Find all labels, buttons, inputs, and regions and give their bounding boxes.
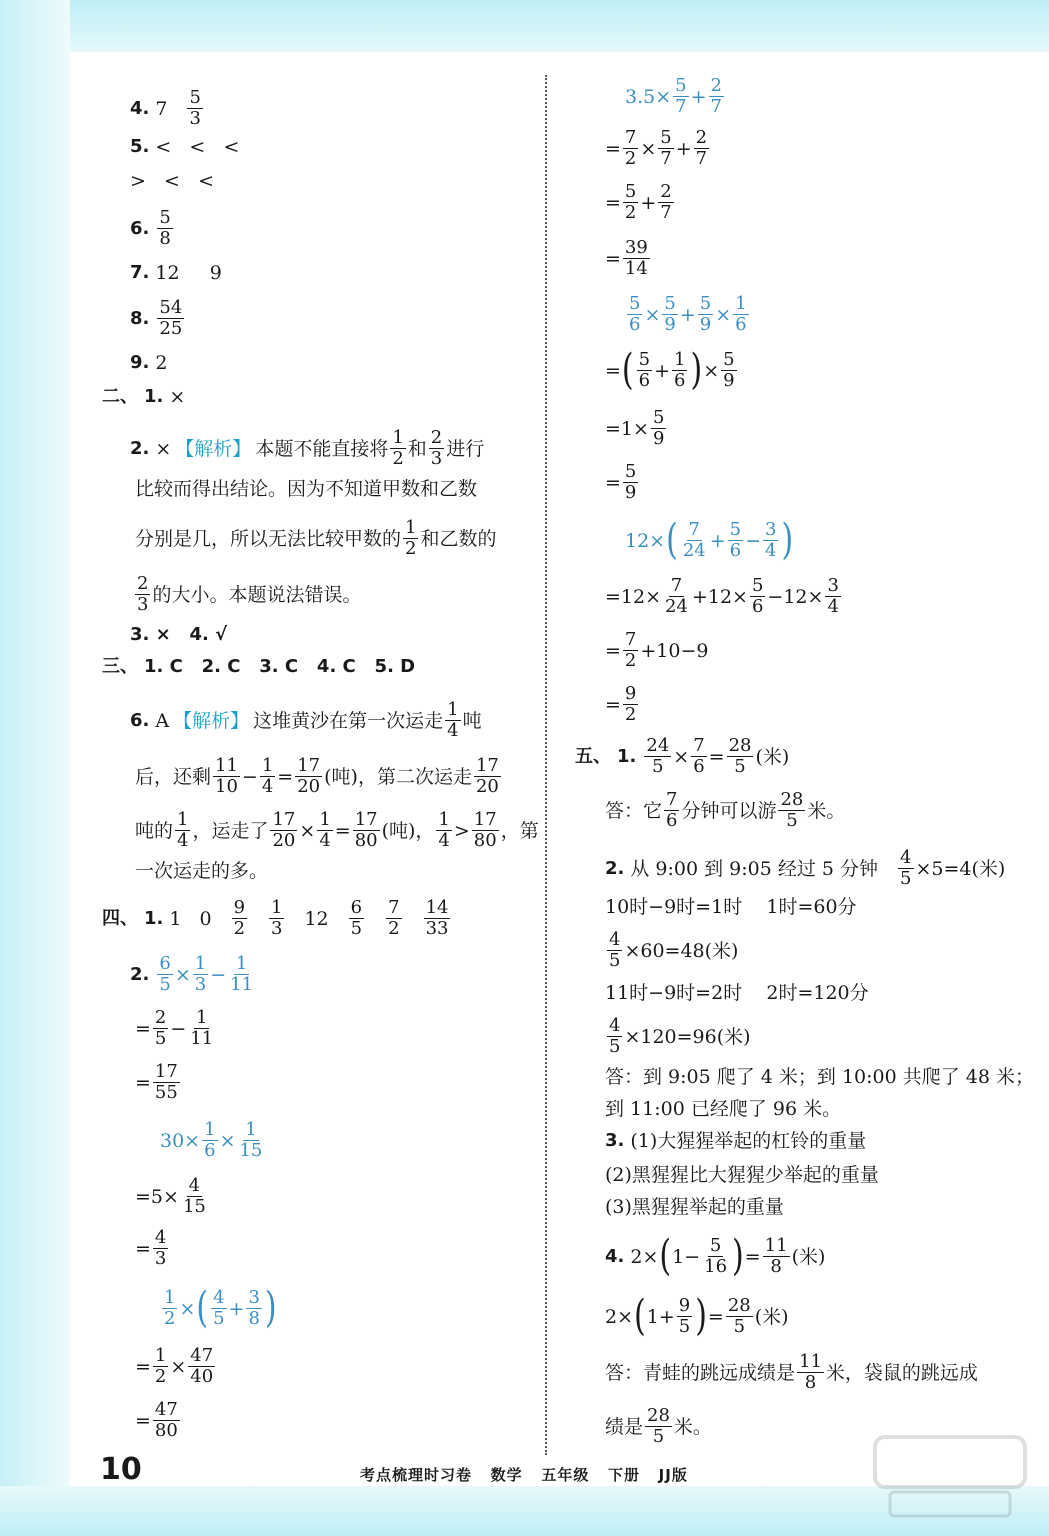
calc-line: 2× ( 1+ $\frac{9}{5}$ ) = $\frac{28}{5}$ (米) bbox=[605, 1291, 789, 1341]
section-3-q1-5: 三、 1. C 2. C 3. C 4. C 5. D bbox=[102, 656, 416, 677]
section-4-q1: 四、 1. 1 0 $\frac{9}{2}$ $\frac{1}{3}$ 12 $\frac{6}{5}$ $\frac{7}{2}$ $\frac{14}{33}$ bbox=[102, 897, 449, 939]
calc-step: = $\frac{5}{2}$ + $\frac{2}{7}$ bbox=[605, 181, 672, 223]
calc-expression: $\frac{1}{2}$ × ( $\frac{4}{5}$ + $\frac{3}{8}$ ) bbox=[164, 1283, 277, 1333]
calc-step: = $\frac{7}{2}$ +10−9 bbox=[605, 629, 709, 671]
section-5-q2: 2. 从 9:00 到 9:05 经过 5 分钟 $\frac{4}{5}$ ×5=4(米) bbox=[605, 847, 1006, 889]
answer-5-row2: > < < bbox=[130, 170, 214, 192]
calc-line: 11时−9时=2时 2时=120分 bbox=[605, 982, 869, 1004]
answer-9: 9. 2 bbox=[130, 352, 168, 374]
explanation-line: $\frac{2}{3}$ 的大小。本题说法错误。 bbox=[137, 573, 362, 615]
calc-step: =12× $\frac{7}{24}$ +12× $\frac{5}{6}$ −12× $\frac{3}{4}$ bbox=[605, 575, 839, 617]
explanation-line: 吨的 $\frac{1}{4}$ ，运走了 $\frac{17}{20}$ × $\frac{1}{4}$ = $\frac{17}{80}$ (吨)， $\frac{1}{4}$ > $\frac{17}{80}$ ，第 bbox=[135, 809, 539, 851]
explanation-line: 一次运走的多。 bbox=[135, 860, 269, 882]
book-title: 考点梳理时习卷 数学 五年级 下册 JJ版 bbox=[360, 1466, 688, 1484]
calc-expression: 30× $\frac{1}{6}$ × $\frac{1}{15}$ bbox=[160, 1119, 263, 1161]
answer-5: 5. < < < bbox=[130, 136, 240, 158]
section-4-q2: 2. $\frac{6}{5}$ × $\frac{1}{3}$ − $\frac{1}{11}$ bbox=[130, 953, 254, 995]
calc-expression: 12× ( $\frac{7}{24}$ + $\frac{5}{6}$ − $\frac{3}{4}$ ) bbox=[625, 515, 794, 565]
calc-step: =5× $\frac{4}{15}$ bbox=[135, 1175, 206, 1217]
section-3-q6: 6. A 【解析】 这堆黄沙在第一次运走 $\frac{1}{4}$ 吨 bbox=[130, 699, 482, 741]
calc-line: $\frac{4}{5}$ ×60=48(米) bbox=[609, 929, 739, 971]
calc-step: = $\frac{17}{55}$ bbox=[135, 1061, 178, 1103]
calc-step: = $\frac{39}{14}$ bbox=[605, 237, 648, 279]
explanation-line: 比较而得出结论。因为不知道甲数和乙数 bbox=[135, 478, 478, 500]
top-border bbox=[0, 0, 1049, 52]
column-divider bbox=[545, 75, 547, 1455]
answer-line: (2)黑猩猩比大猩猩少举起的重量 bbox=[605, 1164, 879, 1186]
calc-step: = $\frac{1}{2}$ × $\frac{47}{40}$ bbox=[135, 1345, 214, 1387]
calc-step: = $\frac{5}{9}$ bbox=[605, 461, 637, 503]
left-border bbox=[0, 0, 70, 1536]
section-5-q4: 4. 2× ( 1− $\frac{5}{16}$ ) = $\frac{11}{8}$ (米) bbox=[605, 1231, 826, 1281]
page-number: 10 bbox=[100, 1452, 142, 1487]
explanation-line: 分别是几，所以无法比较甲数的 $\frac{1}{2}$ 和乙数的 bbox=[135, 517, 497, 559]
calc-step: = $\frac{9}{2}$ bbox=[605, 683, 637, 725]
answer-line: 答：青蛙的跳远成绩是 $\frac{11}{8}$ 米，袋鼠的跳远成 bbox=[605, 1351, 978, 1393]
calc-step: = $\frac{7}{2}$ × $\frac{5}{7}$ + $\frac{2}{7}$ bbox=[605, 127, 708, 169]
calc-step: = $\frac{4}{3}$ bbox=[135, 1227, 167, 1269]
answer-6: 6. $\frac{5}{8}$ bbox=[130, 207, 171, 249]
section-5-q3: 3. (1)大猩猩举起的杠铃的重量 bbox=[605, 1130, 867, 1152]
calc-line: $\frac{4}{5}$ ×120=96(米) bbox=[609, 1015, 751, 1057]
calc-step: = $\frac{2}{5}$ − $\frac{1}{11}$ bbox=[135, 1007, 214, 1049]
watermark-logo-icon bbox=[870, 1432, 1030, 1522]
answer-line: 绩是 $\frac{28}{5}$ 米。 bbox=[605, 1405, 712, 1447]
answer-7: 7. 12 9 bbox=[130, 262, 222, 284]
calc-step: = ( $\frac{5}{6}$ + $\frac{1}{6}$ ) × $\frac{5}{9}$ bbox=[605, 345, 735, 395]
explanation-line: 后，还剩 $\frac{11}{10}$ − $\frac{1}{4}$ = $\frac{17}{20}$ (吨)，第二次运走 $\frac{17}{20}$ bbox=[135, 755, 499, 797]
answer-line: 答：到 9:05 爬了 4 米；到 10:00 共爬了 48 米； bbox=[605, 1066, 1035, 1088]
calc-step: = $\frac{47}{80}$ bbox=[135, 1399, 178, 1441]
answer-line: 答：它 $\frac{7}{6}$ 分钟可以游 $\frac{28}{5}$ 米。 bbox=[605, 789, 846, 831]
answer-line: 到 11:00 已经爬了 96 米。 bbox=[605, 1098, 842, 1120]
section-2-q3-q4: 3. × 4. √ bbox=[130, 624, 228, 645]
answer-line: (3)黑猩猩举起的重量 bbox=[605, 1196, 784, 1218]
calc-expression: 3.5× $\frac{5}{7}$ + $\frac{2}{7}$ bbox=[625, 75, 722, 117]
answer-4: 4. 7 $\frac{5}{3}$ bbox=[130, 87, 201, 129]
section-5-q1: 五、 1. $\frac{24}{5}$ × $\frac{7}{6}$ = $\frac{28}{5}$ (米) bbox=[575, 735, 790, 777]
section-2-q1: 二、 1. × bbox=[102, 386, 186, 408]
calc-expression: $\frac{5}{6}$ × $\frac{5}{9}$ + $\frac{5}{9}$ × $\frac{1}{6}$ bbox=[629, 293, 747, 335]
answer-8: 8. $\frac{54}{25}$ bbox=[130, 297, 183, 339]
calc-step: =1× $\frac{5}{9}$ bbox=[605, 407, 665, 449]
calc-line: 10时−9时=1时 1时=60分 bbox=[605, 896, 857, 918]
section-2-q2: 2. × 【解析】 本题不能直接将 $\frac{1}{2}$ 和 $\frac{2}{3}$ 进行 bbox=[130, 427, 485, 469]
